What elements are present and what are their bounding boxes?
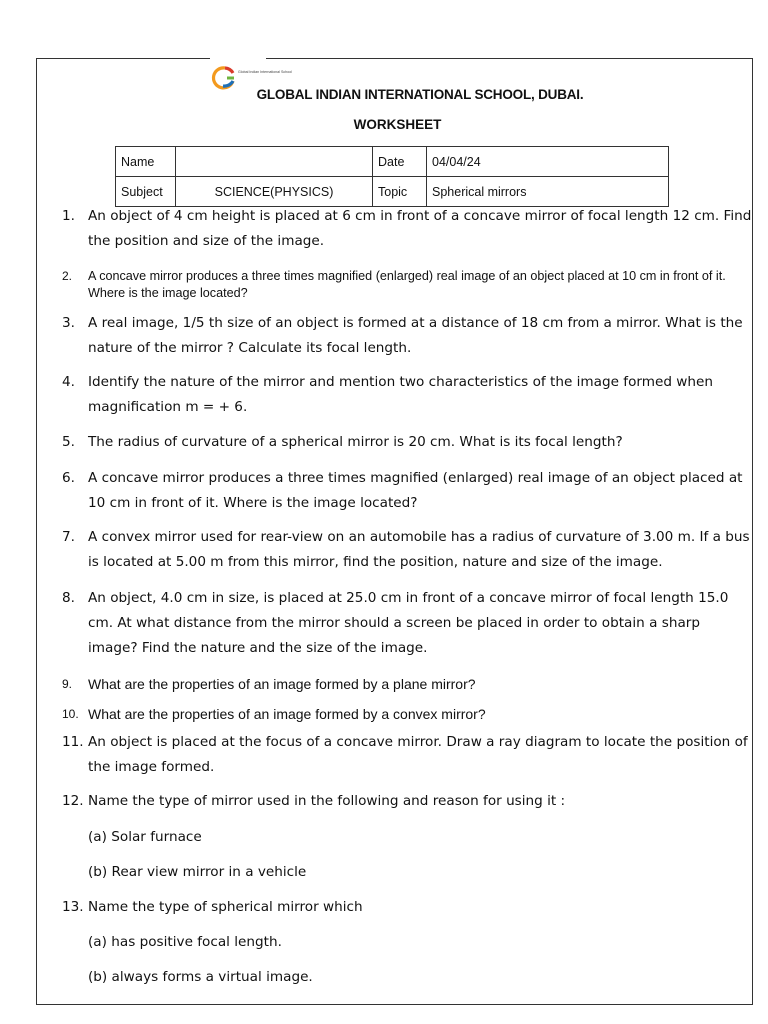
question-text: Name the type of mirror used in the following and reason for using it : [88, 793, 566, 809]
question-number: 13. [62, 899, 84, 915]
question-number: 1. [62, 208, 75, 224]
topic-label: Topic [373, 177, 427, 207]
topic-value: Spherical mirrors [427, 177, 669, 207]
question-2 [62, 268, 752, 302]
question-12-part-b: (b) Rear view mirror in a vehicle [88, 864, 307, 880]
question-5 [62, 430, 752, 455]
question-number: 2. [62, 269, 73, 283]
question-10 [62, 704, 752, 724]
question-number: 4. [62, 374, 75, 390]
logo-text: Global Indian International School [238, 70, 292, 74]
question-6 [62, 466, 752, 516]
question-number: 3. [62, 315, 75, 331]
question-number: 10. [62, 707, 79, 721]
student-info-table [115, 146, 669, 207]
question-text: The radius of curvature of a spherical mirror is 20 cm. What is its focal length? [88, 434, 623, 450]
question-number: 9. [62, 677, 73, 691]
question-13-part-a: (a) has positive focal length. [88, 934, 282, 950]
question-text: An object is placed at the focus of a concave mirror. Draw a ray diagram to locate the position of the image formed. [88, 734, 748, 775]
name-field[interactable] [176, 147, 373, 177]
question-13 [62, 895, 752, 920]
subject-label: Subject [116, 177, 176, 207]
worksheet-title: WORKSHEET [353, 117, 442, 132]
date-label: Date [373, 147, 427, 177]
question-number: 5. [62, 434, 75, 450]
question-3 [62, 311, 752, 361]
question-number: 12. [62, 793, 84, 809]
name-label: Name [116, 147, 176, 177]
question-text: A convex mirror used for rear-view on an automobile has a radius of curvature of 3.00 m. If a bus is located at 5.00 m from this mirror, find the position, nature and size of the image. [88, 529, 750, 570]
question-12 [62, 789, 752, 814]
subject-value: SCIENCE(PHYSICS) [176, 177, 373, 207]
table-row [116, 177, 669, 207]
question-text: A real image, 1/5 th size of an object is formed at a distance of 18 cm from a mirror. What is the nature of the mirror ? Calculate its focal length. [88, 315, 743, 356]
border-gap [210, 55, 266, 61]
question-text: What are the properties of an image formed by a plane mirror? [88, 676, 476, 692]
question-text: Identify the nature of the mirror and mention two characteristics of the image formed when magnification m = + 6. [88, 374, 714, 415]
question-number: 8. [62, 590, 75, 606]
question-13-part-b: (b) always forms a virtual image. [88, 969, 313, 985]
question-9 [62, 674, 752, 694]
question-number: 11. [62, 734, 84, 750]
table-row [116, 147, 669, 177]
question-text: An object of 4 cm height is placed at 6 cm in front of a concave mirror of focal length 12 cm. Find the position and size of the image. [88, 208, 752, 249]
question-text: An object, 4.0 cm in size, is placed at 25.0 cm in front of a concave mirror of focal length 15.0 cm. At what distance from the mirror should a screen be placed in order to obtain a sharp image? Find the nature and the size of the image. [88, 590, 729, 656]
question-1 [62, 204, 752, 254]
question-text: Name the type of spherical mirror which [88, 899, 363, 915]
question-text: What are the properties of an image formed by a convex mirror? [88, 706, 486, 722]
question-text: A concave mirror produces a three times magnified (enlarged) real image of an object placed at 10 cm in front of it. Where is the image located? [88, 269, 726, 300]
school-name: GLOBAL INDIAN INTERNATIONAL SCHOOL, DUBAI. [256, 87, 584, 102]
question-text: A concave mirror produces a three times magnified (enlarged) real image of an object placed at 10 cm in front of it. Where is the image located? [88, 470, 743, 511]
question-11 [62, 730, 752, 780]
question-number: 7. [62, 529, 75, 545]
question-8 [62, 586, 752, 661]
question-4 [62, 370, 752, 420]
date-value: 04/04/24 [427, 147, 669, 177]
question-number: 6. [62, 470, 75, 486]
question-7 [62, 525, 752, 575]
question-12-part-a: (a) Solar furnace [88, 829, 202, 845]
